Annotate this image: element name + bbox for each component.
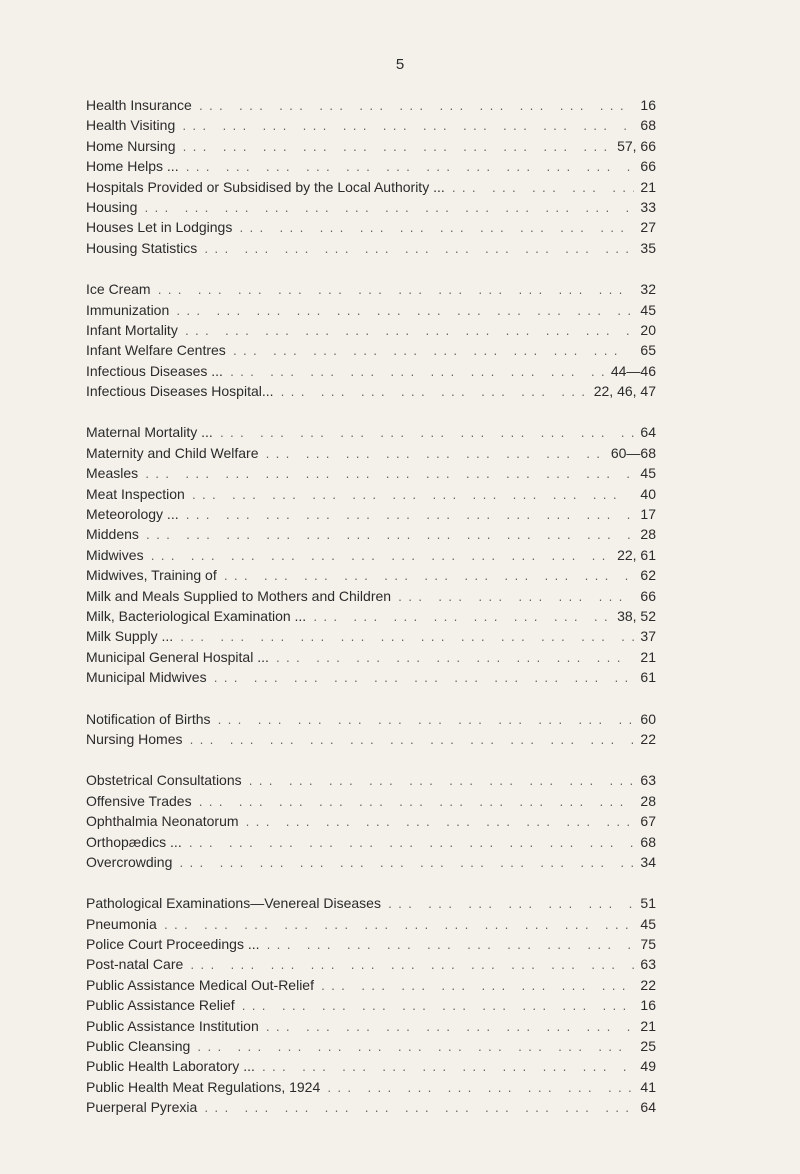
entry-label: Milk, Bacteriological Examination ... — [86, 607, 307, 624]
index-entry — [86, 279, 656, 299]
entry-label: Maternity and Child Welfare — [86, 444, 259, 461]
index-entry — [86, 914, 656, 934]
index-entry — [86, 729, 656, 749]
entry-label: Public Assistance Medical Out-Relief — [86, 976, 314, 993]
index-entry — [86, 504, 656, 524]
dot-leader — [198, 794, 635, 814]
entry-pages: 60—68 — [610, 444, 656, 461]
index-entry — [86, 422, 656, 442]
dot-leader — [144, 466, 634, 486]
dot-leader — [229, 364, 605, 384]
dot-leader — [326, 1080, 634, 1100]
index-entry — [86, 811, 656, 831]
index-entry — [86, 1056, 656, 1076]
index-entry — [86, 1077, 656, 1097]
entry-label: Milk Supply ... — [86, 628, 174, 645]
index-entry — [86, 791, 656, 811]
entry-label: Municipal Midwives — [86, 669, 207, 686]
entry-label: Measles — [86, 465, 139, 482]
dot-leader — [185, 507, 635, 527]
dot-leader — [241, 998, 635, 1018]
index-entry — [86, 217, 656, 237]
index-entry — [86, 95, 656, 115]
index-entry — [86, 893, 656, 913]
dot-leader — [320, 978, 634, 998]
index-entry — [86, 197, 656, 217]
entry-pages: 21 — [640, 648, 656, 665]
entry-pages: 45 — [640, 301, 656, 318]
dot-leader — [184, 323, 635, 343]
dot-leader — [275, 650, 635, 670]
entry-label: Health Visiting — [86, 117, 176, 134]
index-entry — [86, 361, 656, 381]
entry-label: Midwives, Training of — [86, 567, 217, 584]
entry-pages: 68 — [640, 117, 656, 134]
entry-label: Housing Statistics — [86, 239, 198, 256]
entry-label: Obstetrical Consultations — [86, 772, 242, 789]
dot-leader — [157, 282, 635, 302]
entry-pages: 16 — [640, 97, 656, 113]
entry-pages: 68 — [640, 833, 656, 850]
dot-leader — [181, 118, 634, 138]
entry-label: Pathological Examinations—Venereal Diseases — [86, 895, 381, 912]
dot-leader — [266, 937, 635, 957]
dot-leader — [213, 670, 635, 690]
entry-pages: 41 — [640, 1078, 656, 1095]
entry-label: Milk and Meals Supplied to Mothers and Children — [86, 587, 392, 604]
dot-leader — [265, 1019, 635, 1039]
index-group — [86, 770, 656, 872]
entry-label: Municipal General Hospital ... — [86, 648, 269, 665]
index-entry — [86, 586, 656, 606]
entry-pages: 67 — [640, 813, 656, 830]
dot-leader — [280, 384, 588, 404]
entry-pages: 34 — [640, 853, 656, 870]
index-entry — [86, 647, 656, 667]
entry-label: Public Cleansing — [86, 1038, 191, 1055]
entry-pages: 66 — [640, 587, 656, 604]
entry-pages: 20 — [640, 321, 656, 338]
entry-pages: 66 — [640, 158, 656, 175]
entry-pages: 28 — [640, 792, 656, 809]
dot-leader — [219, 425, 635, 445]
dot-leader — [238, 220, 634, 240]
entry-pages: 21 — [640, 178, 656, 195]
entry-label: Public Health Laboratory ... — [86, 1058, 255, 1075]
dot-leader — [188, 732, 634, 752]
entry-label: Middens — [86, 526, 139, 543]
entry-label: Home Nursing — [86, 137, 176, 154]
entry-pages: 38, 52 — [617, 607, 656, 624]
index-entry — [86, 320, 656, 340]
entry-label: Orthopædics ... — [86, 833, 182, 850]
entry-label: Pneumonia — [86, 915, 157, 932]
entry-label: Notification of Births — [86, 710, 211, 727]
entry-label: Hospitals Provided or Subsidised by the Local Authority ... — [86, 178, 445, 195]
entry-label: Puerperal Pyrexia — [86, 1099, 198, 1116]
entry-pages: 28 — [640, 526, 656, 543]
index-entry — [86, 770, 656, 790]
dot-leader — [181, 139, 611, 159]
index-entry — [86, 995, 656, 1015]
dot-leader — [196, 1039, 634, 1059]
entry-pages: 57, 66 — [617, 137, 656, 154]
index-entry — [86, 954, 656, 974]
index-group — [86, 95, 656, 258]
index-entry — [86, 1097, 656, 1117]
entry-pages: 22 — [640, 730, 656, 747]
entry-label: Houses Let in Lodgings — [86, 219, 233, 236]
index-entry — [86, 156, 656, 176]
entry-pages: 33 — [640, 198, 656, 215]
index-entry — [86, 463, 656, 483]
dot-leader — [397, 589, 634, 609]
entry-label: Overcrowding — [86, 853, 173, 870]
dot-leader — [145, 527, 635, 547]
entry-label: Offensive Trades — [86, 792, 192, 809]
entry-pages: 63 — [640, 956, 656, 973]
dot-leader — [264, 446, 604, 466]
entry-pages: 51 — [640, 895, 656, 912]
entry-pages: 64 — [640, 1099, 656, 1116]
entry-label: Meat Inspection — [86, 485, 185, 502]
dot-leader — [312, 609, 611, 629]
entry-pages: 45 — [640, 915, 656, 932]
entry-label: Infant Mortality — [86, 321, 178, 338]
entry-label: Midwives — [86, 546, 144, 563]
dot-leader — [198, 98, 635, 118]
entry-label: Public Health Meat Regulations, 1924 — [86, 1078, 321, 1095]
entry-pages: 45 — [640, 465, 656, 482]
dot-leader — [232, 343, 635, 363]
entry-pages: 65 — [640, 342, 656, 359]
entry-pages: 63 — [640, 772, 656, 789]
index-entry — [86, 545, 656, 565]
entry-label: Health Insurance — [86, 97, 192, 113]
dot-leader — [451, 180, 635, 200]
entry-pages: 44—46 — [610, 362, 656, 379]
index-entry — [86, 1036, 656, 1056]
index-group — [86, 279, 656, 401]
index-entry — [86, 115, 656, 135]
dot-leader — [217, 712, 635, 732]
entry-label: Home Helps ... — [86, 158, 179, 175]
entry-pages: 32 — [640, 281, 656, 298]
entry-pages: 22 — [640, 976, 656, 993]
index-entry — [86, 136, 656, 156]
entry-pages: 75 — [640, 936, 656, 953]
entry-label: Immunization — [86, 301, 170, 318]
entry-label: Maternal Mortality ... — [86, 424, 213, 441]
index-entry — [86, 626, 656, 646]
entry-label: Nursing Homes — [86, 730, 183, 747]
index-group — [86, 709, 656, 750]
entry-pages: 16 — [640, 997, 656, 1014]
index-entry — [86, 852, 656, 872]
dot-leader — [248, 773, 635, 793]
entry-label: Post-natal Care — [86, 956, 184, 973]
entry-label: Public Assistance Relief — [86, 997, 235, 1014]
index-group — [86, 893, 656, 1117]
index-entry — [86, 832, 656, 852]
entry-pages: 21 — [640, 1017, 656, 1034]
dot-leader — [203, 1100, 634, 1120]
entry-label: Infectious Diseases Hospital... — [86, 383, 274, 400]
entry-pages: 37 — [640, 628, 656, 645]
entry-pages: 22, 61 — [617, 546, 656, 563]
entry-pages: 40 — [640, 485, 656, 502]
entry-label: Police Court Proceedings ... — [86, 936, 260, 953]
index-entry — [86, 524, 656, 544]
dot-leader — [191, 487, 635, 507]
entry-pages: 22, 46, 47 — [593, 383, 656, 400]
index-list — [86, 95, 656, 1139]
entry-label: Meteorology ... — [86, 506, 179, 523]
index-entry — [86, 238, 656, 258]
index-entry — [86, 975, 656, 995]
dot-leader — [188, 835, 635, 855]
index-entry — [86, 1016, 656, 1036]
index-entry — [86, 484, 656, 504]
index-entry — [86, 340, 656, 360]
entry-pages: 49 — [640, 1058, 656, 1075]
entry-pages: 62 — [640, 567, 656, 584]
index-entry — [86, 443, 656, 463]
dot-leader — [245, 814, 635, 834]
entry-pages: 60 — [640, 710, 656, 727]
entry-label: Public Assistance Institution — [86, 1017, 259, 1034]
dot-leader — [178, 855, 634, 875]
index-entry — [86, 565, 656, 585]
entry-pages: 25 — [640, 1038, 656, 1055]
index-entry — [86, 177, 656, 197]
index-entry — [86, 667, 656, 687]
index-entry — [86, 934, 656, 954]
entry-label: Infectious Diseases ... — [86, 362, 223, 379]
dot-leader — [175, 303, 634, 323]
index-entry — [86, 300, 656, 320]
entry-pages: 27 — [640, 219, 656, 236]
dot-leader — [203, 241, 634, 261]
entry-label: Infant Welfare Centres — [86, 342, 226, 359]
entry-pages: 35 — [640, 239, 656, 256]
entry-pages: 64 — [640, 424, 656, 441]
entry-label: Ice Cream — [86, 281, 151, 298]
entry-label: Ophthalmia Neonatorum — [86, 813, 239, 830]
index-group — [86, 422, 656, 687]
page-number: 5 — [395, 56, 405, 73]
index-entry — [86, 381, 656, 401]
entry-label: Housing — [86, 198, 138, 215]
dot-leader — [387, 896, 634, 916]
index-entry — [86, 606, 656, 626]
entry-pages: 17 — [640, 506, 656, 523]
index-entry — [86, 709, 656, 729]
entry-pages: 61 — [640, 669, 656, 686]
